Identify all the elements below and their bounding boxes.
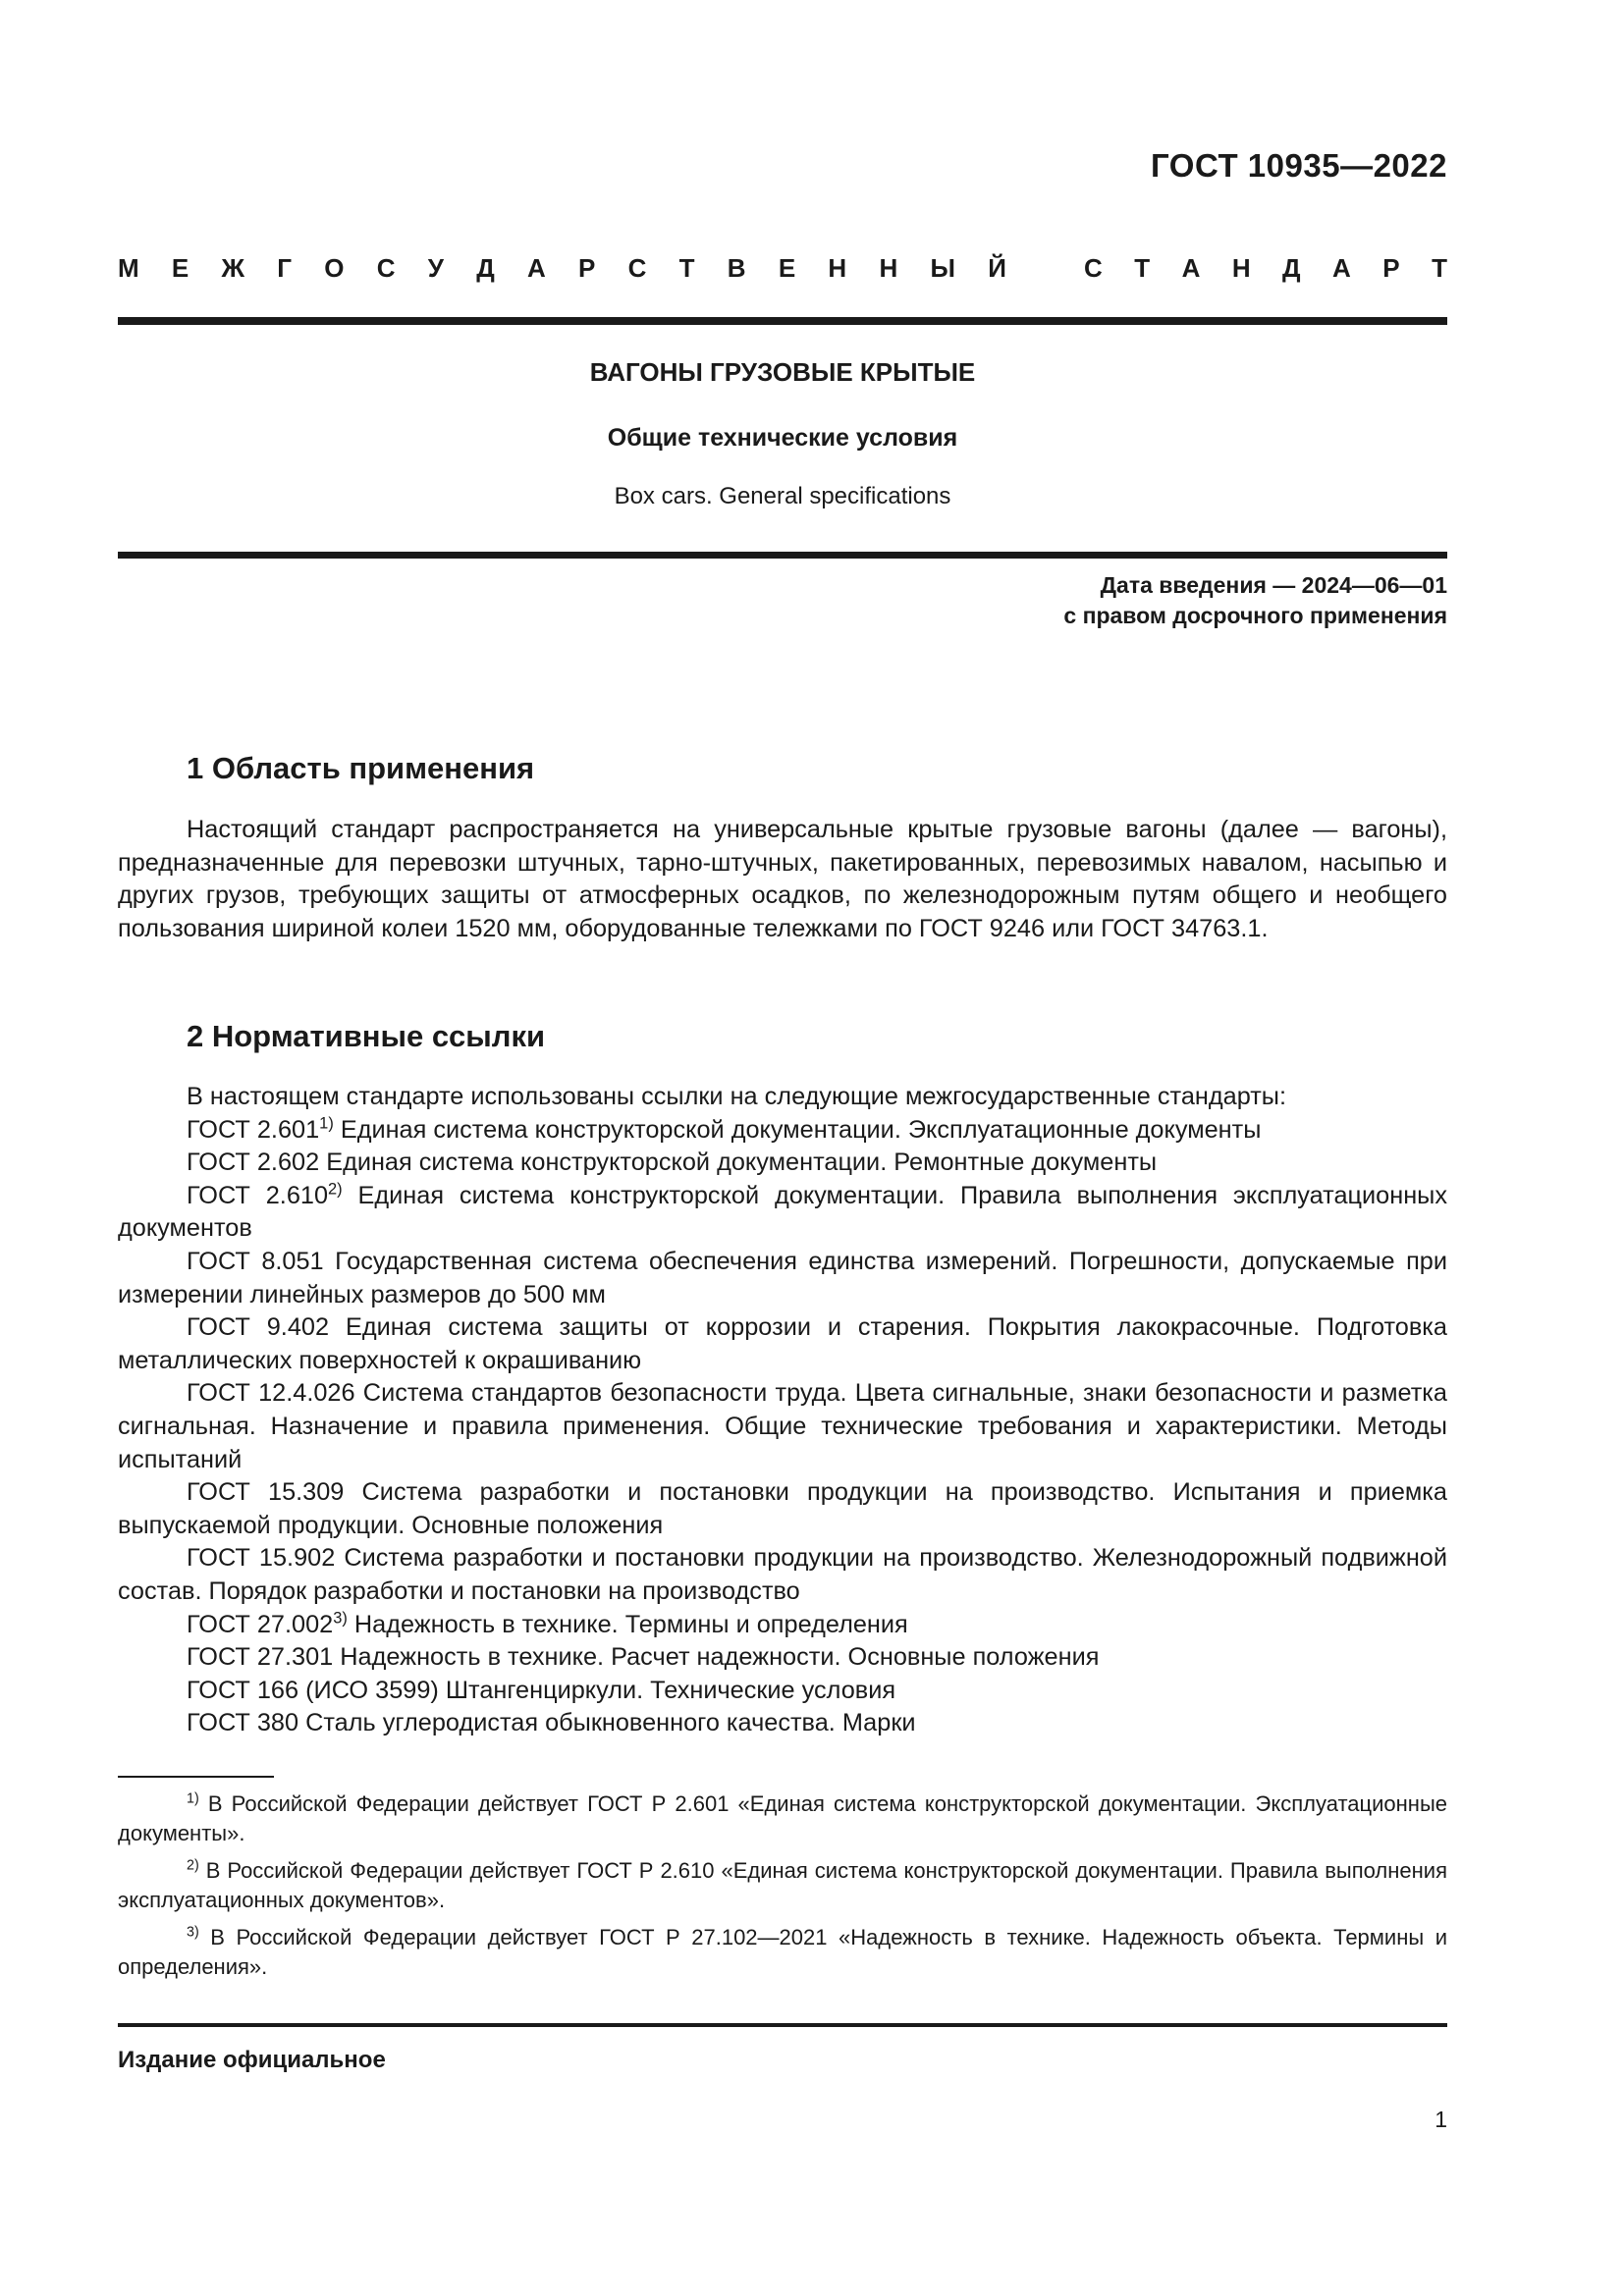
reference-item [118, 1180, 1447, 1246]
caption-letter: С [1084, 253, 1103, 283]
footnote-text: В Российской Федерации действует ГОСТ Р 2.610 «Единая система конструкторской документации. Правила выполнения эксплуатационных документов». [118, 1858, 1447, 1912]
footnote-marker: 3) [333, 1609, 348, 1628]
reference-code: ГОСТ 27.301 [187, 1643, 334, 1672]
reference-item [118, 1707, 1447, 1740]
reference-code: ГОСТ 9.402 [187, 1313, 330, 1342]
footnote-rule [118, 1776, 274, 1778]
section-2-heading: 2 Нормативные ссылки [187, 1019, 546, 1053]
reference-item [118, 1476, 1447, 1542]
reference-title: Надежность в технике. Расчет надежности. Основные положения [333, 1643, 1100, 1672]
footnote-marker: 2) [187, 1857, 199, 1874]
caption-letter: С [376, 253, 396, 283]
standard-word [1084, 253, 1447, 293]
title-rule [118, 552, 1447, 559]
document-english-title: Box cars. General specifications [614, 483, 951, 509]
footer-rule [118, 2023, 1447, 2027]
header-rule [118, 317, 1447, 325]
caption-letter: Т [678, 253, 695, 283]
caption-letter: О [324, 253, 345, 283]
caption-letter: Т [1134, 253, 1151, 283]
caption-letter: М [118, 253, 139, 283]
reference-title: Государственная система обеспечения единства измерений. Погрешности, допускаемые при измерении линейных размеров до 500 мм [118, 1247, 1448, 1308]
reference-title: Единая система конструкторской документации. Ремонтные документы [319, 1148, 1158, 1177]
footnotes [118, 1789, 1447, 1990]
reference-code: ГОСТ 15.902 [187, 1544, 336, 1573]
reference-title: Штангенциркули. Технические условия [438, 1676, 896, 1704]
reference-item [118, 1114, 1447, 1148]
caption-letter: Ж [221, 253, 245, 283]
document-title: ВАГОНЫ ГРУЗОВЫЕ КРЫТЫЕ [589, 357, 976, 387]
caption-letter: Д [1282, 253, 1301, 283]
caption-letter: Р [1382, 253, 1400, 283]
reference-item [118, 1147, 1447, 1180]
reference-code: ГОСТ 166 (ИСО 3599) [187, 1676, 439, 1704]
footnote-marker: 1) [187, 1790, 199, 1807]
caption-letter: Е [778, 253, 796, 283]
footnote-text: В Российской Федерации действует ГОСТ Р 27.102—2021 «Надежность в технике. Надежность объекта. Термины и определения». [118, 1925, 1447, 1979]
section-1-heading: 1 Область применения [187, 751, 535, 785]
reference-title: Единая система конструкторской документации. Правила выполнения эксплуатационных документов [118, 1181, 1448, 1243]
reference-title: Надежность в технике. Термины и определения [347, 1610, 908, 1638]
footnote-item [118, 1789, 1447, 1848]
caption-letter: Е [171, 253, 189, 283]
caption-letter: Н [828, 253, 847, 283]
caption-letter: Д [476, 253, 495, 283]
reference-code: ГОСТ 2.602 [187, 1148, 320, 1177]
reference-code: ГОСТ 8.051 [187, 1247, 324, 1275]
caption-letter: У [427, 253, 444, 283]
reference-title: Единая система конструкторской документации. Эксплуатационные документы [333, 1115, 1262, 1144]
interstate-word [118, 253, 1006, 293]
footnote-text: В Российской Федерации действует ГОСТ Р 2.601 «Единая система конструкторской документации. Эксплуатационные документы». [118, 1791, 1447, 1845]
footnote-item [118, 1856, 1447, 1915]
reference-title: Сталь углеродистая обыкновенного качества. Марки [298, 1709, 916, 1737]
caption-letter: Й [988, 253, 1006, 283]
document-subtitle: Общие технические условия [607, 424, 958, 452]
caption-letter: Т [1432, 253, 1447, 283]
reference-item [118, 1246, 1447, 1311]
references-intro: В настоящем стандарте использованы ссылки на следующие межгосударственные стандарты: [187, 1083, 1287, 1110]
caption-letter: С [627, 253, 647, 283]
footnote-marker: 1) [319, 1114, 334, 1133]
reference-code: ГОСТ 27.002 [187, 1610, 334, 1638]
reference-title: Система разработки и постановки продукции на производство. Железнодорожный подвижной состав. Порядок разработки и постановки на производство [118, 1544, 1447, 1605]
scope-paragraph: Настоящий стандарт распространяется на универсальные крытые грузовые вагоны (далее — вагоны), предназначенные для перевозки штучных, тарно-штучных, пакетированных, перевозимых навалом, насыпью и других грузов, требующих защиты от атмосферных осадков, по железнодорожным путям общего и необщего пользования шириной колеи 1520 мм, оборудованные тележками по ГОСТ 9246 или ГОСТ 34763.1. [118, 816, 1447, 942]
reference-item [118, 1377, 1447, 1476]
reference-code: ГОСТ 2.610 [187, 1181, 329, 1209]
reference-title: Единая система защиты от коррозии и старения. Покрытия лакокрасочные. Подготовка металлических поверхностей к окрашиванию [118, 1313, 1447, 1374]
reference-code: ГОСТ 12.4.026 [187, 1379, 355, 1408]
reference-item [118, 1675, 1447, 1708]
caption-letter: Н [879, 253, 898, 283]
caption-letter: Р [578, 253, 596, 283]
reference-title: Система стандартов безопасности труда. Цвета сигнальные, знаки безопасности и разметка сигнальная. Назначение и правила применения. Общие технические требования и характеристики. Методы испытаний [118, 1379, 1447, 1473]
caption-letter: Ы [930, 253, 955, 283]
reference-title: Система разработки и постановки продукции на производство. Испытания и приемка выпускаемой продукции. Основные положения [118, 1478, 1447, 1539]
section-1-body [118, 814, 1447, 945]
caption-letter: Г [277, 253, 293, 283]
caption-letter: Н [1231, 253, 1251, 283]
footnote-marker: 2) [328, 1180, 343, 1199]
interstate-standard-caption [118, 253, 1447, 293]
introduction-date: Дата введения — 2024—06—01 [1100, 572, 1447, 598]
reference-code: ГОСТ 15.309 [187, 1478, 345, 1507]
gost-number: ГОСТ 10935—2022 [1151, 147, 1447, 184]
reference-item [118, 1311, 1447, 1377]
caption-letter: А [1181, 253, 1201, 283]
page-number: 1 [1435, 2107, 1447, 2132]
early-use-note: с правом досрочного применения [1063, 603, 1447, 628]
reference-item [118, 1641, 1447, 1675]
reference-item [118, 1542, 1447, 1608]
section-2-body [118, 1081, 1447, 1740]
caption-letter: В [727, 253, 746, 283]
footnote-marker: 3) [187, 1924, 199, 1941]
reference-code: ГОСТ 2.601 [187, 1115, 320, 1144]
official-edition-label: Издание официальное [118, 2047, 386, 2073]
footnote-item [118, 1923, 1447, 1982]
reference-code: ГОСТ 380 [187, 1709, 299, 1737]
caption-letter: А [527, 253, 546, 283]
caption-letter: А [1332, 253, 1351, 283]
reference-item [118, 1609, 1447, 1642]
